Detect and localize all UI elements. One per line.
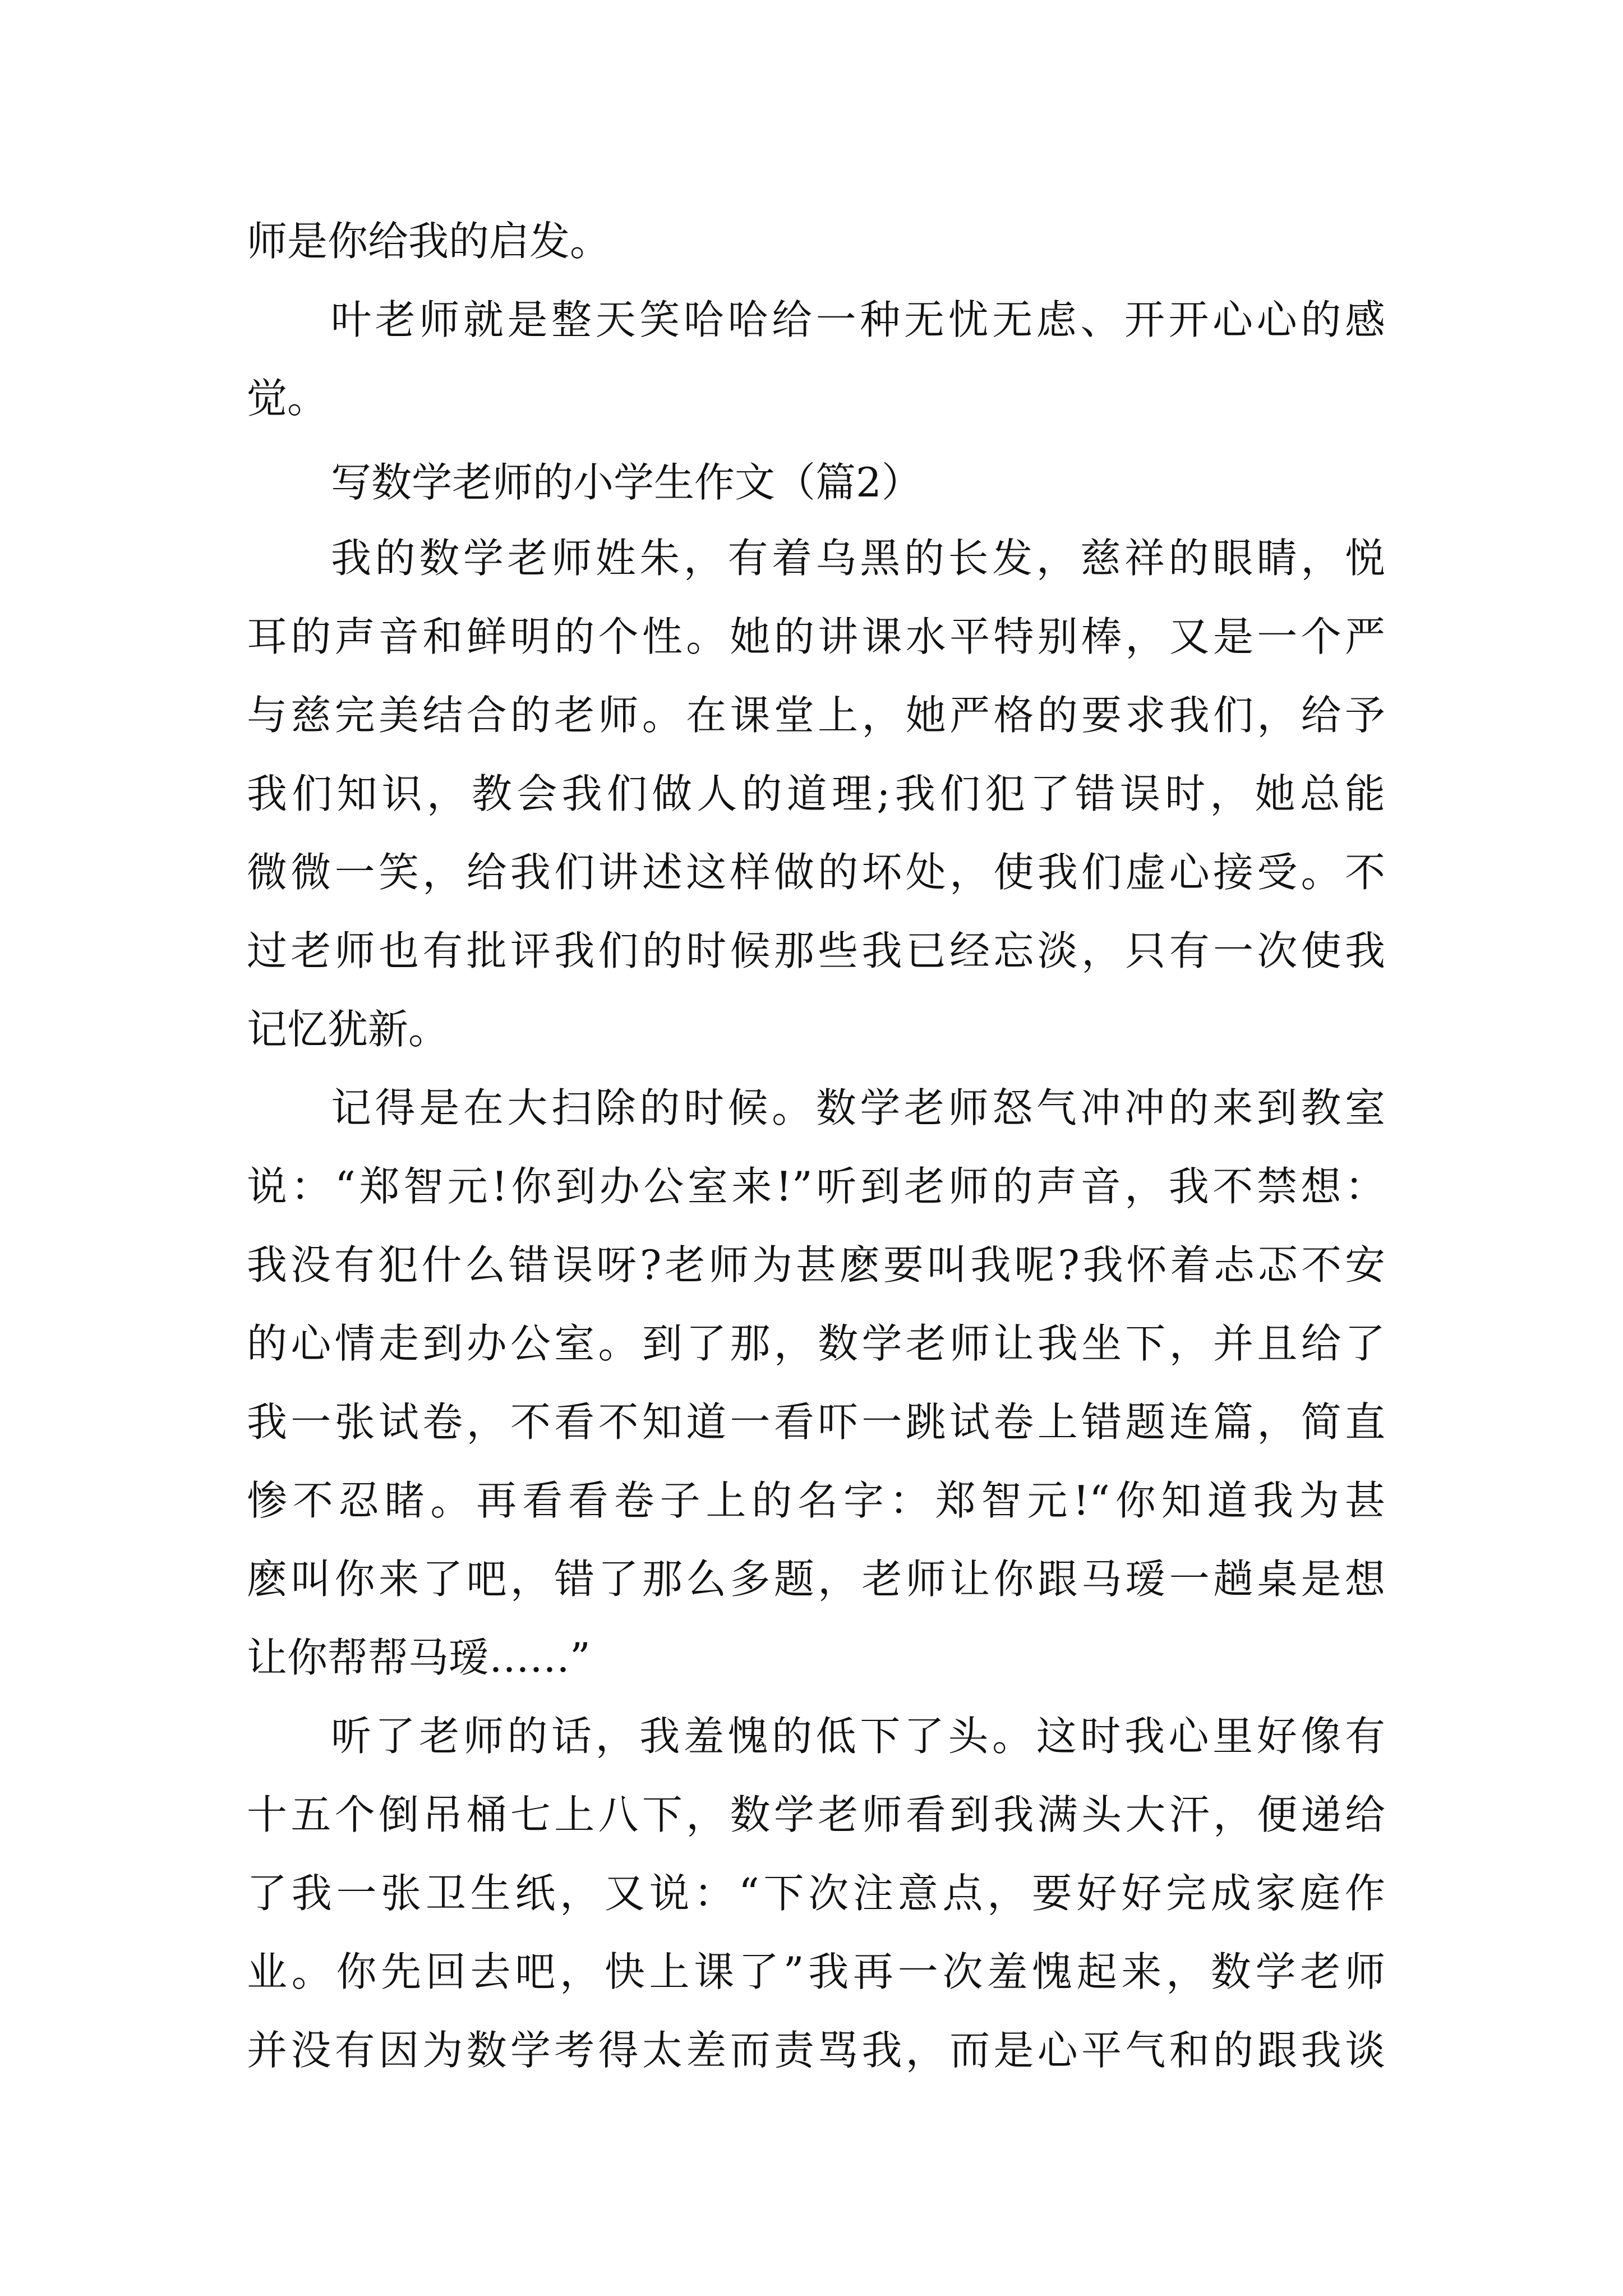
text-line-8: 我们知识，教会我们做人的道理;我们犯了错误时，她总能 [247,770,1385,817]
text-line-17: 惨不忍睹。再看看卷子上的名字：郑智元!“你知道我为甚 [247,1477,1385,1524]
text-line-3: 觉。 [247,375,328,422]
text-line-14: 我没有犯什么错误呀?老师为甚麽要叫我呢?我怀着忐忑不安 [247,1241,1385,1289]
text-line-15: 的心情走到办公室。到了那，数学老师让我坐下，并且给了 [247,1320,1385,1367]
text-line-20: 听了老师的话，我羞愧的低下了头。这时我心里好像有 [331,1713,1385,1760]
text-line-1: 师是你给我的启发。 [247,218,611,265]
section-heading: 写数学老师的小学生作文（篇2） [331,459,922,506]
text-line-10: 过老师也有批评我们的时候那些我已经忘淡，只有一次使我 [247,927,1385,974]
text-line-7: 与慈完美结合的老师。在课堂上，她严格的要求我们，给予 [247,692,1385,739]
text-line-19: 让你帮帮马瑷……” [247,1634,591,1681]
text-line-24: 并没有因为数学考得太差而责骂我，而是心平气和的跟我谈 [247,2027,1385,2074]
text-line-2: 叶老师就是整天笑哈哈给一种无忧无虑、开开心心的感 [331,296,1385,343]
text-line-23: 业。你先回去吧，快上课了”我再一次羞愧起来，数学老师 [247,1948,1385,1995]
text-line-16: 我一张试卷，不看不知道一看吓一跳试卷上错题连篇，简直 [247,1398,1385,1446]
text-line-13: 说：“郑智元!你到办公室来!”听到老师的声音，我不禁想： [247,1163,1385,1210]
text-line-21: 十五个倒吊桶七上八下，数学老师看到我满头大汗，便递给 [247,1791,1385,1838]
text-line-11: 记忆犹新。 [247,1006,449,1053]
text-line-6: 耳的声音和鲜明的个性。她的讲课水平特别棒，又是一个严 [247,613,1385,660]
text-line-9: 微微一笑，给我们讲述这样做的坏处，使我们虚心接受。不 [247,849,1385,896]
text-line-12: 记得是在大扫除的时候。数学老师怒气冲冲的来到教室 [331,1084,1385,1131]
text-line-5: 我的数学老师姓朱，有着乌黑的长发，慈祥的眼睛，悦 [331,535,1385,582]
text-line-18: 麽叫你来了吧，错了那么多题，老师让你跟马瑷一趟桌是想 [247,1556,1385,1603]
text-line-22: 了我一张卫生纸，又说：“下次注意点，要好好完成家庭作 [247,1870,1385,1917]
